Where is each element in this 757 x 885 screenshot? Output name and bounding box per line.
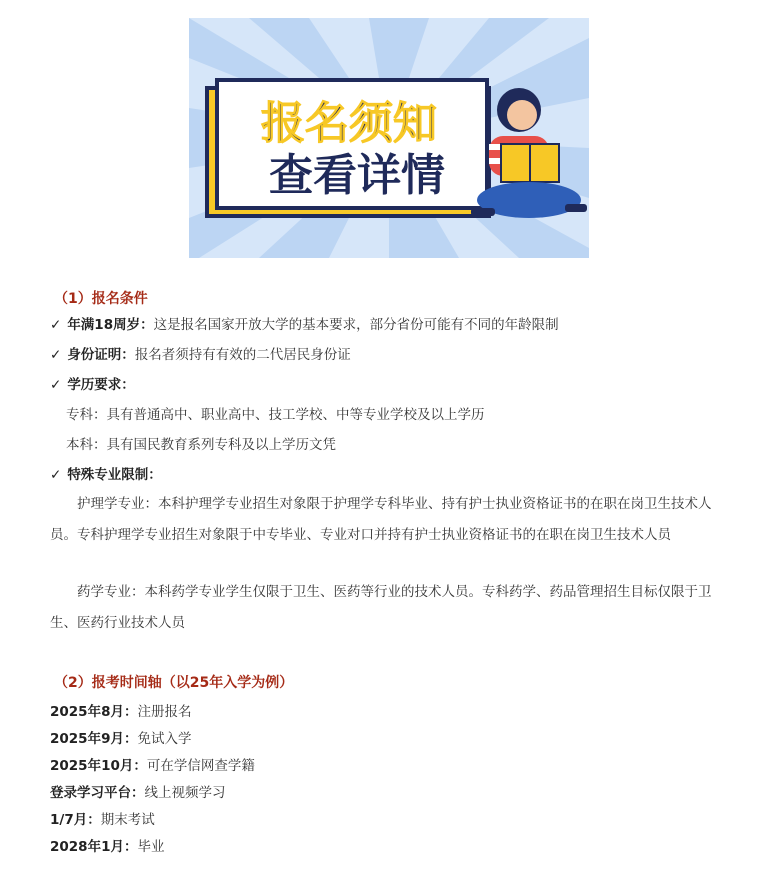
banner-line1: 报名须知	[261, 98, 437, 149]
list-item-id	[50, 346, 351, 364]
item-label: 学历要求：	[67, 377, 135, 393]
timeline-label: 1/7月：	[50, 812, 101, 828]
item-label: 特殊专业限制：	[67, 467, 162, 483]
timeline-item	[50, 808, 155, 828]
timeline-item	[50, 835, 164, 855]
timeline-text: 线上视频学习	[144, 785, 226, 801]
section1-title: （1）报名条件	[54, 291, 148, 307]
timeline-label: 2028年1月：	[50, 839, 138, 855]
check-icon: ✓	[50, 467, 62, 483]
banner-illustration	[189, 18, 589, 258]
edu-zhuanke: 专科：具有普通高中、职业高中、技工学校、中等专业学校及以上学历	[66, 407, 485, 423]
timeline-text: 期末考试	[100, 812, 155, 828]
timeline-label: 2025年8月：	[50, 704, 138, 720]
timeline-item	[50, 754, 255, 774]
timeline-text: 毕业	[137, 839, 165, 855]
edu-benke: 本科：具有国民教育系列专科及以上学历文凭	[66, 437, 336, 453]
banner-line2: 查看详情	[269, 150, 445, 201]
list-item-special	[50, 466, 162, 484]
pharmacy-paragraph: 药学专业：本科药学专业学生仅限于卫生、医药等行业的技术人员。专科药学、药品管理招生目标仅限于卫生、医药行业技术人员	[50, 584, 712, 631]
timeline-label: 登录学习平台：	[50, 785, 145, 801]
item-label: 年满18周岁：	[67, 317, 154, 333]
timeline-label: 2025年10月：	[50, 758, 147, 774]
timeline-item	[50, 727, 191, 747]
nursing-paragraph: 护理学专业：本科护理学专业招生对象限于护理学专科毕业、持有护士执业资格证书的在职在岗卫生技术人员。专科护理学专业招生对象限于中专毕业、专业对口并持有护士执业资格证书的在职在岗卫生技术人员	[50, 496, 712, 543]
timeline-text: 免试入学	[137, 731, 192, 747]
check-icon: ✓	[50, 347, 62, 363]
list-item-edu	[50, 376, 135, 394]
timeline-label: 2025年9月：	[50, 731, 138, 747]
item-text: 报名者须持有有效的二代居民身份证	[134, 347, 351, 363]
check-icon: ✓	[50, 317, 62, 333]
banner-image	[189, 18, 589, 258]
timeline-item	[50, 700, 191, 720]
timeline-text: 可在学信网查学籍	[146, 758, 255, 774]
section2-title: （2）报考时间轴（以25年入学为例）	[54, 675, 294, 691]
list-item-age	[50, 316, 559, 334]
check-icon: ✓	[50, 377, 62, 393]
timeline-text: 注册报名	[137, 704, 192, 720]
timeline-item	[50, 781, 226, 801]
item-text: 这是报名国家开放大学的基本要求，部分省份可能有不同的年龄限制	[153, 317, 559, 333]
item-label: 身份证明：	[67, 347, 135, 363]
